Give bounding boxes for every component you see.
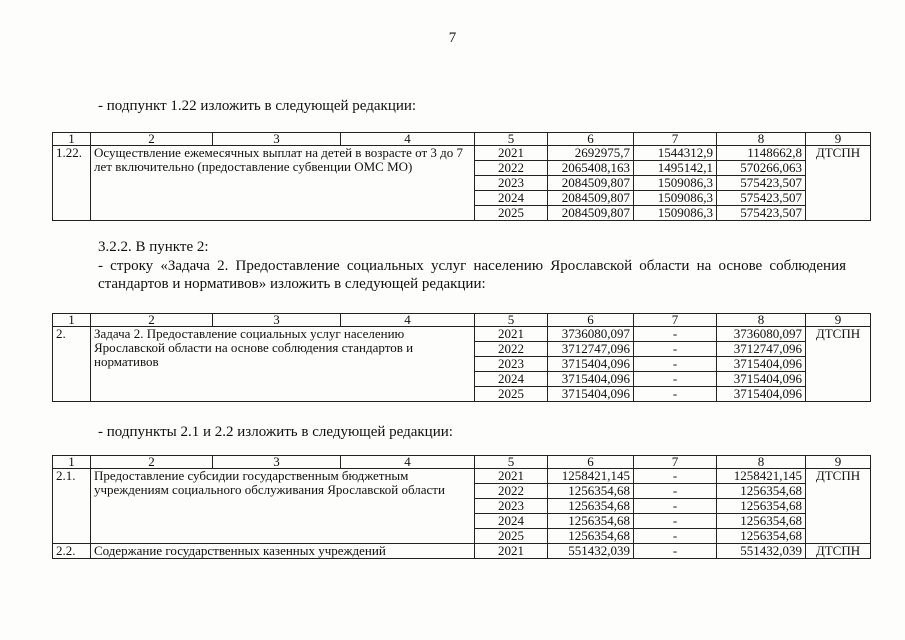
page-number: 7 — [448, 30, 457, 46]
column-header: 9 — [806, 133, 871, 146]
item-number: 2.1. — [53, 469, 91, 544]
column-header: 8 — [717, 133, 806, 146]
federal-cell: - — [634, 327, 717, 342]
executor-cell: ДТСПН — [806, 469, 871, 544]
total-cell: 551432,039 — [548, 544, 634, 559]
regional-cell: 575423,507 — [717, 176, 806, 191]
column-header: 7 — [634, 456, 717, 469]
federal-cell: - — [634, 387, 717, 402]
total-cell: 1256354,68 — [548, 499, 634, 514]
intro-paragraph-2: - строку «Задача 2. Предоставление социальных услуг населению Ярославской области на основе соблюдения стандартов и нормативов» изложить в следующей редакции: — [98, 258, 846, 292]
executor-cell: ДТСПН — [806, 544, 871, 559]
column-header: 5 — [475, 456, 548, 469]
federal-cell: - — [634, 484, 717, 499]
column-header: 9 — [806, 314, 871, 327]
total-cell: 3712747,096 — [548, 342, 634, 357]
total-cell: 1256354,68 — [548, 484, 634, 499]
total-cell: 1256354,68 — [548, 529, 634, 544]
year-cell: 2021 — [475, 146, 548, 161]
table-row — [53, 327, 871, 342]
federal-cell: - — [634, 372, 717, 387]
federal-cell: 1509086,3 — [634, 176, 717, 191]
total-cell: 1258421,145 — [548, 469, 634, 484]
column-header: 4 — [341, 133, 475, 146]
regional-cell: 570266,063 — [717, 161, 806, 176]
table-row — [53, 469, 871, 484]
item-number: 2. — [53, 327, 91, 402]
total-cell: 3715404,096 — [548, 357, 634, 372]
year-cell: 2022 — [475, 484, 548, 499]
column-header: 1 — [53, 314, 91, 327]
year-cell: 2021 — [475, 469, 548, 484]
federal-cell: 1495142,1 — [634, 161, 717, 176]
header-row — [53, 456, 871, 469]
column-header: 3 — [213, 133, 341, 146]
column-header: 2 — [91, 314, 213, 327]
regional-cell: 3715404,096 — [717, 357, 806, 372]
federal-cell: - — [634, 342, 717, 357]
column-header: 3 — [213, 456, 341, 469]
total-cell: 2084509,807 — [548, 191, 634, 206]
federal-cell: 1509086,3 — [634, 206, 717, 221]
regional-cell: 3715404,096 — [717, 372, 806, 387]
regional-cell: 1256354,68 — [717, 484, 806, 499]
federal-cell: - — [634, 357, 717, 372]
year-cell: 2024 — [475, 372, 548, 387]
year-cell: 2021 — [475, 544, 548, 559]
federal-cell: - — [634, 544, 717, 559]
executor-cell: ДТСПН — [806, 327, 871, 402]
year-cell: 2025 — [475, 529, 548, 544]
item-description: Предоставление субсидии государственным бюджетным учреждениям социального обслуживания Ярославской области — [91, 469, 475, 544]
regional-cell: 1256354,68 — [717, 529, 806, 544]
column-header: 2 — [91, 133, 213, 146]
intro-paragraph-1: - подпункт 1.22 изложить в следующей редакции: — [98, 98, 417, 114]
column-header: 5 — [475, 314, 548, 327]
regional-cell: 575423,507 — [717, 191, 806, 206]
regional-cell: 1258421,145 — [717, 469, 806, 484]
table-row — [53, 146, 871, 161]
header-row — [53, 133, 871, 146]
executor-cell: ДТСПН — [806, 146, 871, 221]
column-header: 4 — [341, 314, 475, 327]
item-description: Осуществление ежемесячных выплат на детей в возрасте от 3 до 7 лет включительно (предоставление субвенции ОМС МО) — [91, 146, 475, 221]
column-header: 8 — [717, 314, 806, 327]
regional-cell: 3736080,097 — [717, 327, 806, 342]
total-cell: 2084509,807 — [548, 176, 634, 191]
table-row — [53, 544, 871, 559]
year-cell: 2025 — [475, 206, 548, 221]
section-heading: 3.2.2. В пункте 2: — [98, 239, 209, 255]
year-cell: 2022 — [475, 342, 548, 357]
column-header: 6 — [548, 314, 634, 327]
table-subitems-2-1-2-2 — [52, 455, 871, 559]
year-cell: 2023 — [475, 357, 548, 372]
total-cell: 2065408,163 — [548, 161, 634, 176]
year-cell: 2024 — [475, 514, 548, 529]
total-cell: 1256354,68 — [548, 514, 634, 529]
federal-cell: - — [634, 514, 717, 529]
column-header: 1 — [53, 133, 91, 146]
regional-cell: 551432,039 — [717, 544, 806, 559]
header-row — [53, 314, 871, 327]
column-header: 7 — [634, 314, 717, 327]
item-description: Содержание государственных казенных учреждений — [91, 544, 475, 559]
year-cell: 2022 — [475, 161, 548, 176]
column-header: 4 — [341, 456, 475, 469]
regional-cell: 3715404,096 — [717, 387, 806, 402]
table-task-2 — [52, 313, 871, 402]
total-cell: 3736080,097 — [548, 327, 634, 342]
federal-cell: - — [634, 529, 717, 544]
total-cell: 3715404,096 — [548, 387, 634, 402]
column-header: 6 — [548, 456, 634, 469]
column-header: 7 — [634, 133, 717, 146]
regional-cell: 1256354,68 — [717, 499, 806, 514]
total-cell: 2084509,807 — [548, 206, 634, 221]
federal-cell: 1544312,9 — [634, 146, 717, 161]
column-header: 1 — [53, 456, 91, 469]
year-cell: 2021 — [475, 327, 548, 342]
column-header: 9 — [806, 456, 871, 469]
year-cell: 2023 — [475, 176, 548, 191]
year-cell: 2023 — [475, 499, 548, 514]
column-header: 2 — [91, 456, 213, 469]
federal-cell: 1509086,3 — [634, 191, 717, 206]
item-number: 2.2. — [53, 544, 91, 559]
year-cell: 2025 — [475, 387, 548, 402]
column-header: 6 — [548, 133, 634, 146]
regional-cell: 3712747,096 — [717, 342, 806, 357]
regional-cell: 575423,507 — [717, 206, 806, 221]
total-cell: 3715404,096 — [548, 372, 634, 387]
regional-cell: 1256354,68 — [717, 514, 806, 529]
intro-paragraph-3: - подпункты 2.1 и 2.2 изложить в следующей редакции: — [98, 424, 453, 440]
regional-cell: 1148662,8 — [717, 146, 806, 161]
federal-cell: - — [634, 499, 717, 514]
item-number: 1.22. — [53, 146, 91, 221]
column-header: 3 — [213, 314, 341, 327]
item-description: Задача 2. Предоставление социальных услуг населению Ярославской области на основе соблюдения стандартов и нормативов — [91, 327, 475, 402]
year-cell: 2024 — [475, 191, 548, 206]
column-header: 8 — [717, 456, 806, 469]
total-cell: 2692975,7 — [548, 146, 634, 161]
table-subitem-1-22 — [52, 132, 871, 221]
federal-cell: - — [634, 469, 717, 484]
column-header: 5 — [475, 133, 548, 146]
